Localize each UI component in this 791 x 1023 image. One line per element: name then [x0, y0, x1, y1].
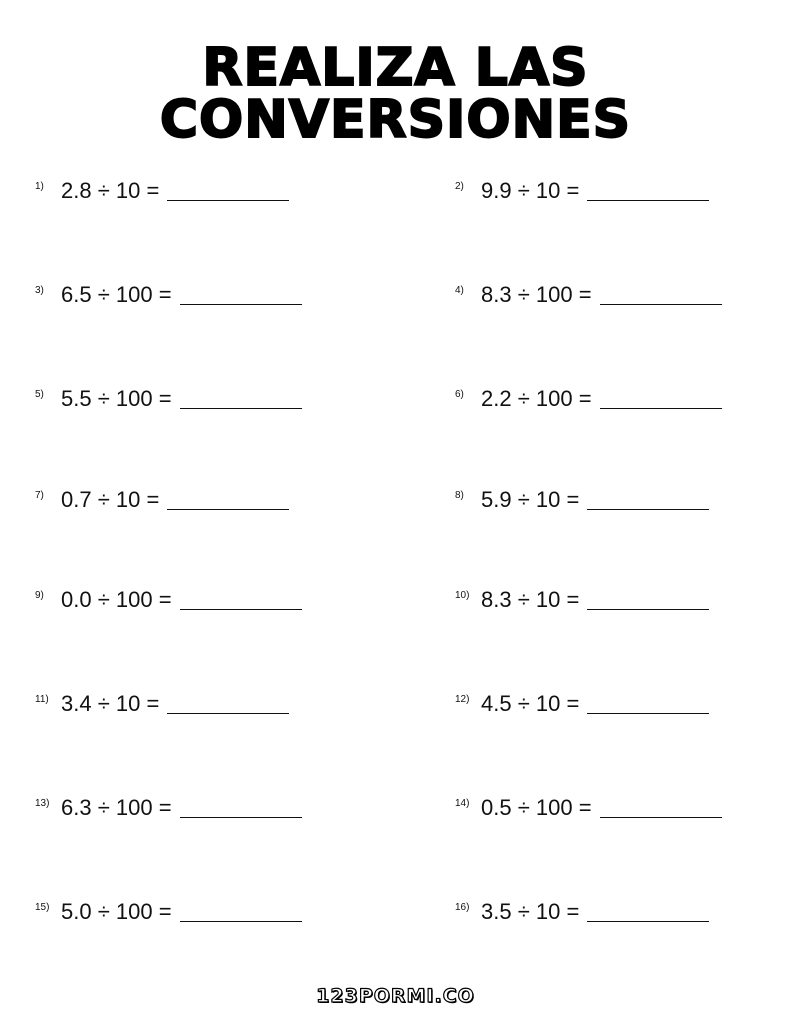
- problem-number: 11): [35, 694, 49, 705]
- problem-expression: 6.3 ÷ 100 =: [61, 795, 172, 820]
- problem-number: 8): [455, 490, 464, 501]
- answer-blank[interactable]: [180, 304, 302, 305]
- answer-blank[interactable]: [167, 713, 289, 714]
- problem-number: 1): [35, 181, 44, 192]
- problem-number: 7): [35, 490, 44, 501]
- answer-blank[interactable]: [600, 304, 722, 305]
- problem-number: 16): [455, 902, 470, 913]
- answer-blank[interactable]: [587, 921, 709, 922]
- answer-blank[interactable]: [180, 921, 302, 922]
- problem-expression: 2.2 ÷ 100 =: [481, 386, 592, 411]
- problem-15: [35, 899, 302, 925]
- problem-number: 9): [35, 590, 44, 601]
- problem-expression: 0.5 ÷ 100 =: [481, 795, 592, 820]
- problem-1: [35, 178, 289, 204]
- answer-blank[interactable]: [180, 609, 302, 610]
- problem-12: [455, 691, 709, 717]
- problem-number: 4): [455, 285, 464, 296]
- problem-number: 3): [35, 285, 44, 296]
- problem-number: 14): [455, 798, 470, 809]
- problem-number: 5): [35, 389, 44, 400]
- problem-6: [455, 386, 722, 412]
- problem-number: 15): [35, 902, 50, 913]
- problem-number: 10): [455, 590, 470, 601]
- answer-blank[interactable]: [180, 817, 302, 818]
- problem-expression: 0.7 ÷ 10 =: [61, 487, 160, 512]
- problem-expression: 5.5 ÷ 100 =: [61, 386, 172, 411]
- problem-expression: 3.4 ÷ 10 =: [61, 691, 160, 716]
- problem-number: 12): [455, 694, 470, 705]
- problem-expression: 8.3 ÷ 10 =: [481, 587, 580, 612]
- answer-blank[interactable]: [587, 713, 709, 714]
- problem-number: 6): [455, 389, 464, 400]
- problem-3: [35, 282, 302, 308]
- problem-expression: 9.9 ÷ 10 =: [481, 178, 580, 203]
- answer-blank[interactable]: [587, 609, 709, 610]
- problem-expression: 3.5 ÷ 10 =: [481, 899, 580, 924]
- problem-2: [455, 178, 709, 204]
- answer-blank[interactable]: [180, 408, 302, 409]
- problem-expression: 5.9 ÷ 10 =: [481, 487, 580, 512]
- problem-14: [455, 795, 722, 821]
- site-footer: 123PORMI.CO: [316, 985, 475, 1007]
- problem-expression: 5.0 ÷ 100 =: [61, 899, 172, 924]
- problem-expression: 6.5 ÷ 100 =: [61, 282, 172, 307]
- problem-expression: 2.8 ÷ 10 =: [61, 178, 160, 203]
- problem-11: [35, 691, 289, 717]
- problem-4: [455, 282, 722, 308]
- problem-16: [455, 899, 709, 925]
- answer-blank[interactable]: [167, 200, 289, 201]
- problem-expression: 4.5 ÷ 10 =: [481, 691, 580, 716]
- problem-5: [35, 386, 302, 412]
- problem-number: 13): [35, 798, 50, 809]
- answer-blank[interactable]: [167, 509, 289, 510]
- answer-blank[interactable]: [600, 817, 722, 818]
- problem-expression: 8.3 ÷ 100 =: [481, 282, 592, 307]
- problem-9: [35, 587, 302, 613]
- problem-10: [455, 587, 709, 613]
- problem-7: [35, 487, 289, 513]
- problem-13: [35, 795, 302, 821]
- answer-blank[interactable]: [587, 200, 709, 201]
- answer-blank[interactable]: [600, 408, 722, 409]
- problem-number: 2): [455, 181, 464, 192]
- problem-8: [455, 487, 709, 513]
- problem-expression: 0.0 ÷ 100 =: [61, 587, 172, 612]
- answer-blank[interactable]: [587, 509, 709, 510]
- worksheet-title: REALIZA LAS CONVERSIONES: [159, 38, 632, 150]
